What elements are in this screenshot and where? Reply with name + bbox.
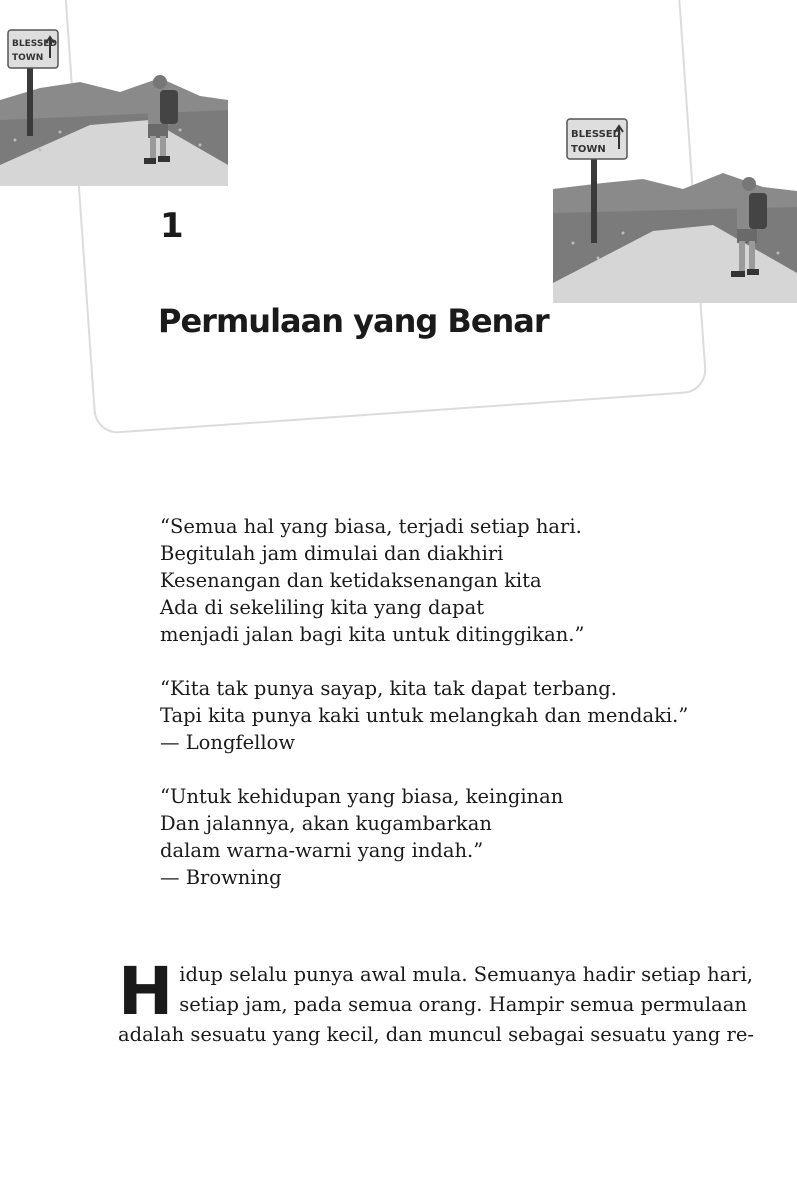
body-paragraph	[118, 953, 754, 1050]
epigraph-line: Kesenangan dan ketidaksenangan kita	[160, 569, 542, 592]
epigraph-line: menjadi jalan bagi kita untuk ditinggikan.”	[160, 623, 585, 646]
hiker-illustration-right	[553, 113, 797, 303]
epigraph-stanza	[160, 513, 720, 648]
epigraph-stanza	[160, 783, 720, 891]
body-line: setiap jam, pada semua orang. Hampir semua permulaan	[179, 993, 747, 1016]
epigraph-line: Begitulah jam dimulai dan diakhiri	[160, 542, 504, 565]
epigraph-line: “Kita tak punya sayap, kita tak dapat terbang.	[160, 677, 617, 700]
sign-text-line1: BLESSED	[12, 39, 57, 49]
epigraph-line: dalam warna-warni yang indah.”	[160, 839, 484, 862]
chapter-number: 1	[160, 206, 184, 246]
body-line: idup selalu punya awal mula. Semuanya hadir setiap hari,	[179, 963, 754, 986]
epigraphs	[160, 513, 720, 918]
epigraph-line: “Untuk kehidupan yang biasa, keinginan	[160, 785, 564, 808]
epigraph-attribution: — Browning	[160, 866, 282, 889]
epigraph-line: “Semua hal yang biasa, terjadi setiap hari.	[160, 515, 582, 538]
epigraph-line: Dan jalannya, akan kugambarkan	[160, 812, 492, 835]
epigraph-line: Ada di sekeliling kita yang dapat	[160, 596, 485, 619]
sign-text-line2: TOWN	[12, 53, 44, 63]
chapter-title: Permulaan yang Benar	[158, 302, 549, 340]
sign-text-line2: TOWN	[571, 144, 606, 155]
hiker-illustration-top-left	[0, 0, 228, 186]
epigraph-stanza	[160, 675, 720, 756]
sign-text-line1: BLESSED	[571, 129, 621, 140]
epigraph-attribution: — Longfellow	[160, 731, 296, 754]
epigraph-line: Tapi kita punya kaki untuk melangkah dan mendaki.”	[160, 704, 689, 727]
drop-cap: H	[118, 953, 174, 1030]
body-line: adalah sesuatu yang kecil, dan muncul sebagai sesuatu yang re-	[118, 1023, 754, 1046]
